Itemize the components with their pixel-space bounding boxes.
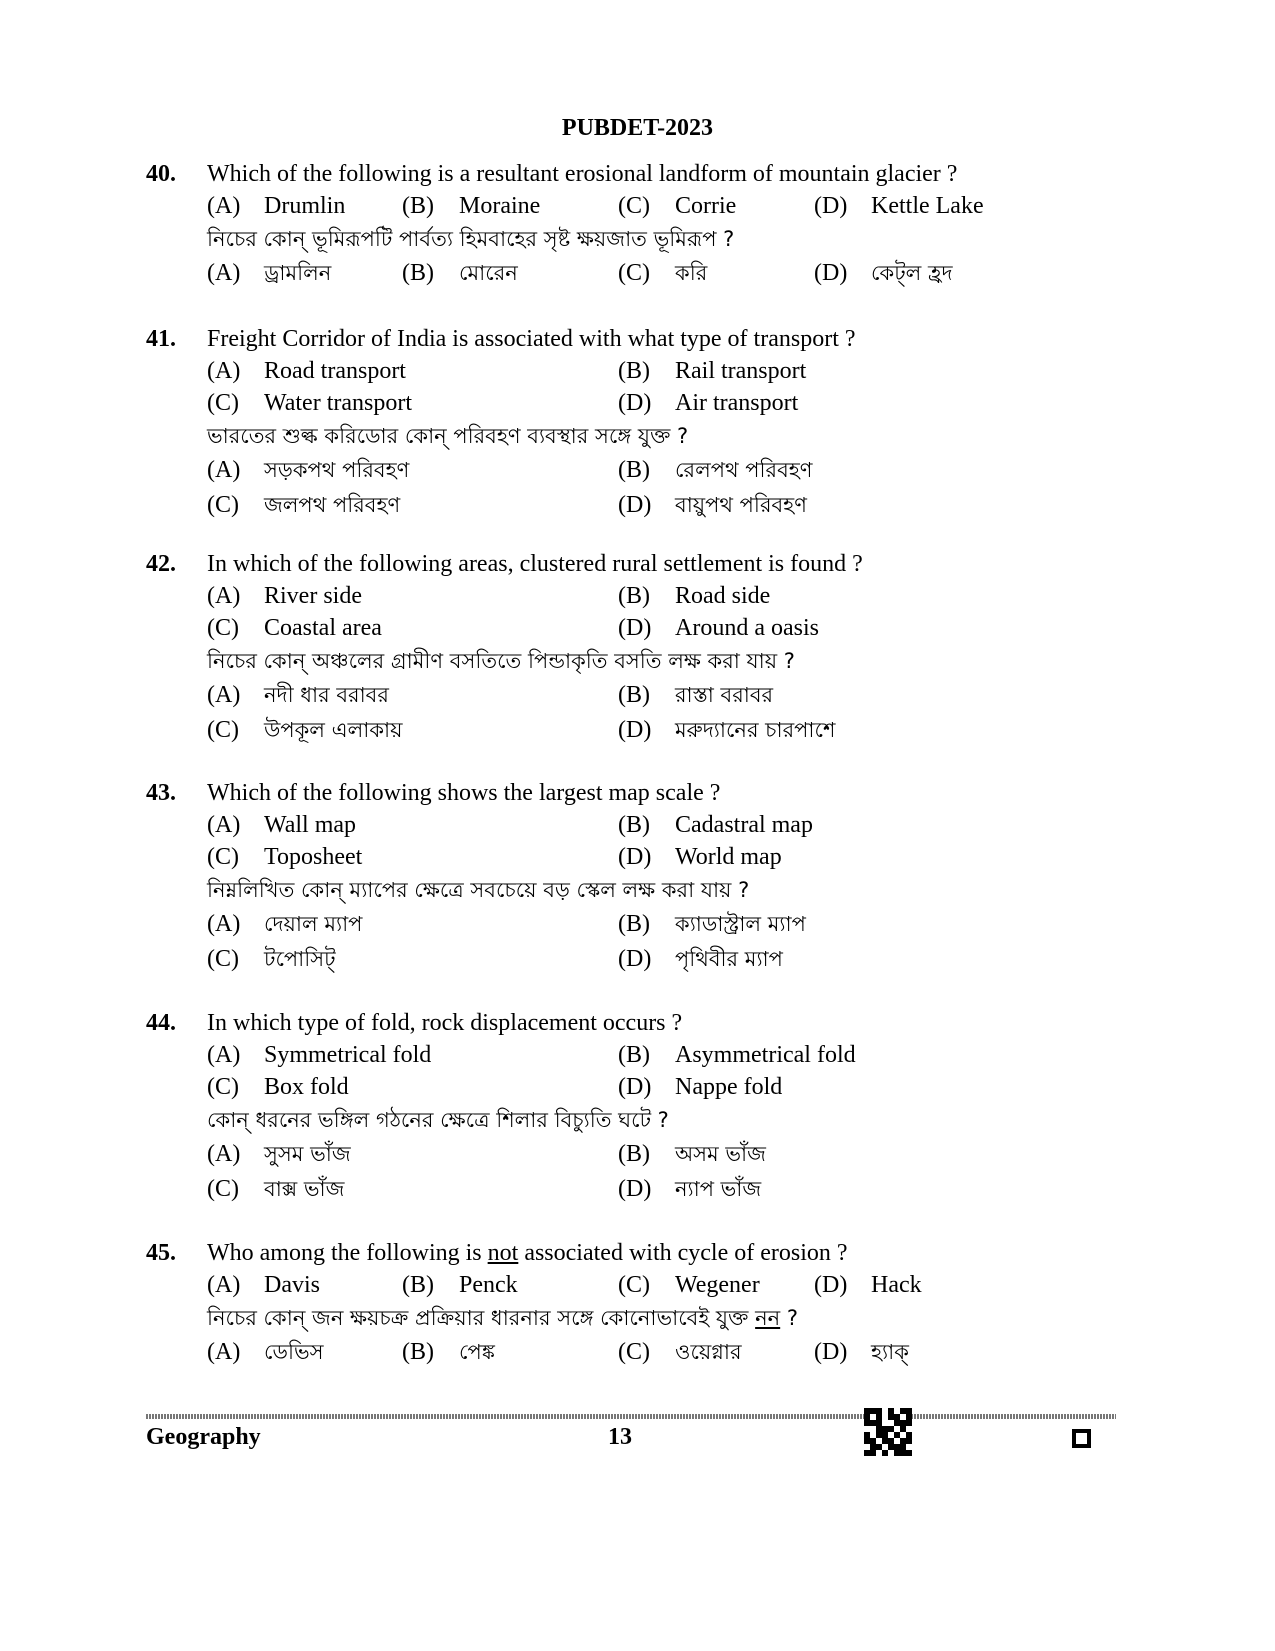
qr-module bbox=[906, 1450, 912, 1456]
question-en-row bbox=[146, 548, 1156, 580]
options-en-row: (A) Road transport (B) Rail transport bbox=[207, 358, 807, 384]
question-text-bn: কোন্ ধরনের ভঙ্গিল গঠনের ক্ষেত্রে শিলার বিচ্যুতি ঘটে ? bbox=[207, 1108, 669, 1132]
question-number: 45. bbox=[146, 1240, 176, 1266]
options-bn-row: (A) নদী ধার বরাবর (B) রাস্তা বরাবর bbox=[207, 682, 774, 708]
options-en-row: (A) Wall map (B) Cadastral map bbox=[207, 812, 813, 838]
emphasis-underline: not bbox=[487, 1240, 519, 1266]
question-en-row bbox=[146, 323, 1156, 355]
question-44 bbox=[146, 1007, 1156, 1207]
options-bn-row: (C) উপকূল এলাকায় (D) মরুদ্যানের চারপাশে bbox=[207, 717, 836, 743]
question-41 bbox=[146, 323, 1156, 523]
options-bn-row: (A) ডেভিস (B) পেঙ্ক (C) ওয়েগ্নার (D) হ্যাক্ bbox=[207, 1339, 909, 1365]
question-text-en: Freight Corridor of India is associated with what type of transport ? bbox=[207, 326, 856, 352]
options-en-row: (A) River side (B) Road side bbox=[207, 583, 771, 609]
question-text-en: In which of the following areas, clustered rural settlement is found ? bbox=[207, 551, 863, 577]
options-bn-row: (C) বাক্স ভাঁজ (D) ন্যাপ ভাঁজ bbox=[207, 1176, 762, 1202]
question-en-row bbox=[146, 1007, 1156, 1039]
page-header-title: PUBDET-2023 bbox=[561, 115, 714, 141]
options-en-row: (A) Symmetrical fold (B) Asymmetrical fold bbox=[207, 1042, 856, 1068]
question-bn-row bbox=[146, 1103, 1156, 1137]
question-text-bn: নিম্নলিখিত কোন্ ম্যাপের ক্ষেত্রে সবচেয়ে বড় স্কেল লক্ষ করা যায় ? bbox=[207, 878, 750, 902]
footer-divider bbox=[146, 1414, 1116, 1419]
question-42 bbox=[146, 548, 1156, 748]
options-en-row: (C) Coastal area (D) Around a oasis bbox=[207, 615, 819, 641]
options-en-row: (A) Drumlin (B) Moraine (C) Corrie (D) Kettle Lake bbox=[207, 193, 984, 219]
question-text-en: In which type of fold, rock displacement occurs ? bbox=[207, 1010, 683, 1036]
question-text-en: Which of the following shows the largest map scale ? bbox=[207, 780, 721, 806]
question-number: 44. bbox=[146, 1010, 176, 1036]
options-en-row: (C) Toposheet (D) World map bbox=[207, 844, 782, 870]
question-bn-row bbox=[146, 644, 1156, 678]
footer-subject: Geography bbox=[146, 1424, 261, 1450]
options-bn-row: (C) টপোসিট্ (D) পৃথিবীর ম্যাপ bbox=[207, 946, 783, 972]
options-en-row: (C) Water transport (D) Air transport bbox=[207, 390, 799, 416]
question-en-row bbox=[146, 777, 1156, 809]
options-en-row: (A) Davis (B) Penck (C) Wegener (D) Hack bbox=[207, 1272, 922, 1298]
question-text-en: Who among the following is not associated with cycle of erosion ? bbox=[207, 1240, 848, 1266]
question-number: 40. bbox=[146, 161, 176, 187]
question-45 bbox=[146, 1237, 1156, 1370]
options-bn-row: (A) দেয়াল ম্যাপ (B) ক্যাডাস্ট্রাল ম্যাপ bbox=[207, 911, 806, 937]
question-number: 42. bbox=[146, 551, 176, 577]
question-en-row bbox=[146, 158, 1156, 190]
question-text-bn: নিচের কোন্ অঞ্চলের গ্রামীণ বসতিতে পিন্ডাকৃতি বসতি লক্ষ করা যায় ? bbox=[207, 649, 795, 673]
question-43 bbox=[146, 777, 1156, 977]
question-number: 43. bbox=[146, 780, 176, 806]
question-text-en: Which of the following is a resultant erosional landform of mountain glacier ? bbox=[207, 161, 958, 187]
options-bn-row: (A) সড়কপথ পরিবহণ (B) রেলপথ পরিবহণ bbox=[207, 457, 813, 483]
options-bn-row: (C) জলপথ পরিবহণ (D) বায়ুপথ পরিবহণ bbox=[207, 492, 807, 518]
question-bn-row bbox=[146, 1301, 1156, 1335]
options-bn-row: (A) ড্রামলিন (B) মোরেন (C) করি (D) কেট্‌ল হ্রদ bbox=[207, 260, 953, 286]
question-bn-row bbox=[146, 419, 1156, 453]
question-bn-row bbox=[146, 873, 1156, 907]
question-text-bn: নিচের কোন্ জন ক্ষয়চক্র প্রক্রিয়ার ধারনার সঙ্গে কোনোভাবেই যুক্ত নন ? bbox=[207, 1306, 799, 1330]
question-bn-row bbox=[146, 222, 1156, 256]
question-text-bn: ভারতের শুল্ক করিডোর কোন্ পরিবহণ ব্যবস্থার সঙ্গে যুক্ত ? bbox=[207, 424, 689, 448]
question-en-row bbox=[146, 1237, 1156, 1269]
question-text-bn: নিচের কোন্ ভূমিরূপটি পার্বত্য হিমবাহের সৃষ্ট ক্ষয়জাত ভূমিরূপ ? bbox=[207, 227, 735, 251]
square-box-icon bbox=[1072, 1429, 1091, 1448]
options-en-row: (C) Box fold (D) Nappe fold bbox=[207, 1074, 783, 1100]
page-number: 13 bbox=[608, 1424, 632, 1450]
question-number: 41. bbox=[146, 326, 176, 352]
emphasis-underline: নন bbox=[755, 1306, 781, 1330]
question-40 bbox=[146, 158, 1156, 291]
qr-code-icon bbox=[864, 1408, 912, 1456]
options-bn-row: (A) সুসম ভাঁজ (B) অসম ভাঁজ bbox=[207, 1141, 766, 1167]
